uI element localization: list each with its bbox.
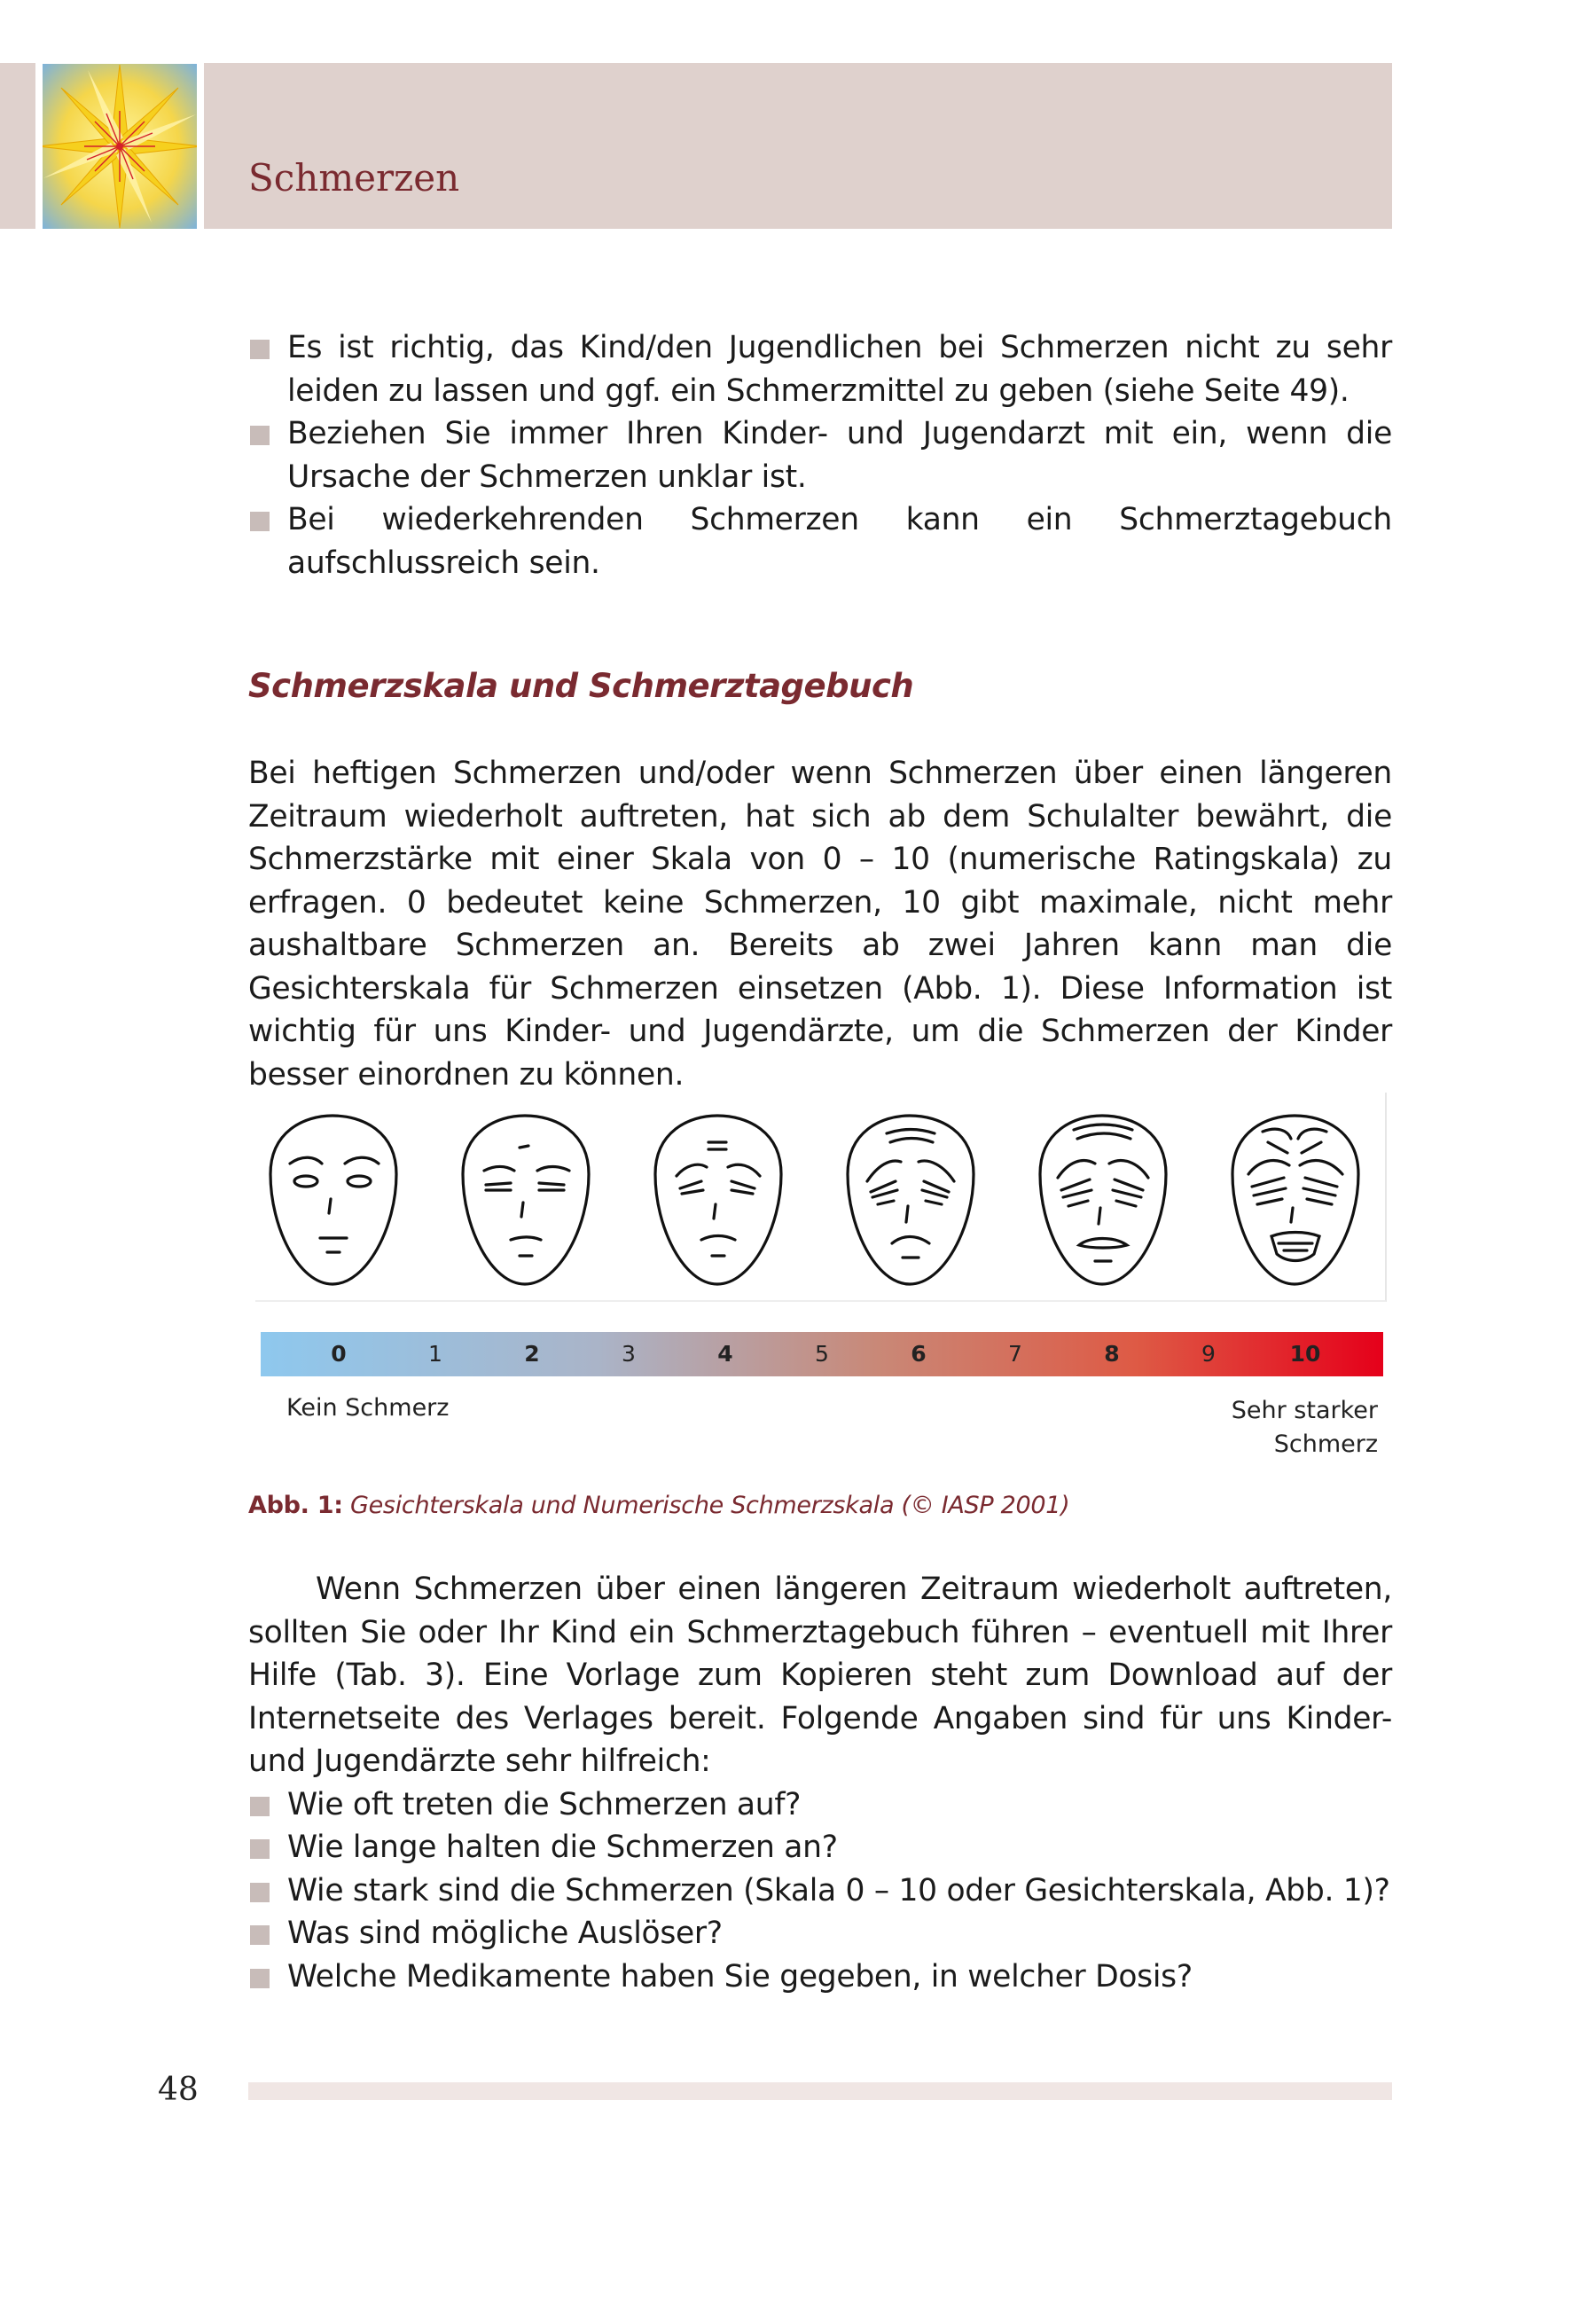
scale-tick-10: 10 [1289,1341,1321,1367]
footer-rule [248,2082,1392,2100]
face-worst-pain-icon [1232,1116,1358,1284]
list-item: Wie stark sind die Schmerzen (Skala 0 – 10 oder Gesichterskala, Abb. 1)? [248,1869,1392,1913]
face-little-pain-icon [463,1116,589,1284]
scale-tick-4: 4 [717,1341,733,1367]
page-number: 48 [158,2072,199,2108]
caption-text: Gesichterskala und Numerische Schmerzskala (© IASP 2001) [350,1492,1070,1519]
scale-right-label [1232,1394,1378,1462]
square-bullet-icon [250,426,270,445]
scale-tick-0: 0 [331,1341,347,1367]
pain-scale-figure [248,1093,1392,1465]
list-item: Was sind mögliche Auslöser? [248,1912,1392,1955]
chapter-title: Schmerzen [248,156,460,200]
scale-tick-8: 8 [1104,1341,1120,1367]
yellow-star-flower-icon [43,64,197,229]
square-bullet-icon [250,512,270,531]
list-item: Welche Medikamente haben Sie gegeben, in welcher Dosis? [248,1955,1392,1999]
faces-panel [255,1093,1387,1302]
caption-label: Abb. 1: [248,1492,343,1519]
faces-drawing [255,1093,1385,1300]
square-bullet-icon [250,1797,270,1816]
square-bullet-icon [250,340,270,359]
square-bullet-icon [250,1925,270,1945]
scale-tick-5: 5 [815,1341,829,1367]
numeric-pain-scale-bar [261,1332,1383,1376]
scale-tick-1: 1 [428,1341,442,1367]
square-bullet-icon [250,1839,270,1859]
scale-tick-9: 9 [1201,1341,1216,1367]
face-no-pain-icon [270,1116,396,1284]
scale-right-label-line2: Schmerz [1273,1430,1378,1458]
scale-left-label: Kein Schmerz [286,1394,450,1422]
intro-bullet-list [248,326,1392,584]
square-bullet-icon [250,1883,270,1902]
scale-tick-6: 6 [911,1341,927,1367]
list-item: Wie oft treten die Schmerzen auf? [248,1783,1392,1827]
pain-scale-paragraph: Bei heftigen Schmerzen und/oder wenn Schmerzen über einen längeren Zeitraum wiederholt auftreten, hat sich ab dem Schulalter bewährt, die Schmerzstärke mit einer Skala von 0 – 10 (numerische Ratingskala) zu erfragen. 0 bedeutet keine Schmerzen, 10 gibt maximale, nicht mehr aushaltbare Schmerzen an. Bereits ab zwei Jahren kann man die Gesichterskala für Schmerzen einsetzen (Abb. 1). Diese Information ist wichtig für uns Kinder- und Jugendärzte, um die Schmerzen der Kinder besser einordnen zu können. [248,756,1392,1093]
face-more-pain-icon [848,1116,974,1284]
diary-section [248,1568,1392,1998]
list-item: Bei wiederkehrenden Schmerzen kann ein Schmerztagebuch aufschlussreich sein. [248,498,1392,584]
face-some-pain-icon [655,1116,781,1284]
list-item: Es ist richtig, das Kind/den Jugendlichen bei Schmerzen nicht zu sehr leiden zu lassen und ggf. ein Schmerzmittel zu geben (siehe Seite 49). [248,326,1392,412]
scale-tick-3: 3 [622,1341,636,1367]
square-bullet-icon [250,1969,270,1988]
scale-tick-7: 7 [1008,1341,1022,1367]
face-lots-of-pain-icon [1040,1116,1166,1284]
figure-caption [248,1492,1069,1519]
diary-paragraph: Wenn Schmerzen über einen längeren Zeitraum wiederholt auftreten, sollten Sie oder Ihr Kind ein Schmerztagebuch führen – eventuell mit Ihrer Hilfe (Tab. 3). Eine Vorlage zum Kopieren steht zum Download auf der Internetseite des Verlages bereit. Folgende Angaben sind für uns Kinder- und Jugendärzte sehr hilfreich: [248,1571,1392,1779]
scale-tick-2: 2 [524,1341,540,1367]
chapter-logo [35,57,204,234]
pain-scale-section [248,752,1392,1096]
section-heading: Schmerzskala und Schmerztagebuch [248,667,914,705]
intro-section [248,326,1392,584]
diary-question-list [248,1783,1392,1999]
scale-right-label-line1: Sehr starker [1231,1397,1378,1424]
chapter-header-band [0,63,1392,229]
list-item: Beziehen Sie immer Ihren Kinder- und Jugendarzt mit ein, wenn die Ursache der Schmerzen unklar ist. [248,412,1392,498]
list-item: Wie lange halten die Schmerzen an? [248,1826,1392,1869]
